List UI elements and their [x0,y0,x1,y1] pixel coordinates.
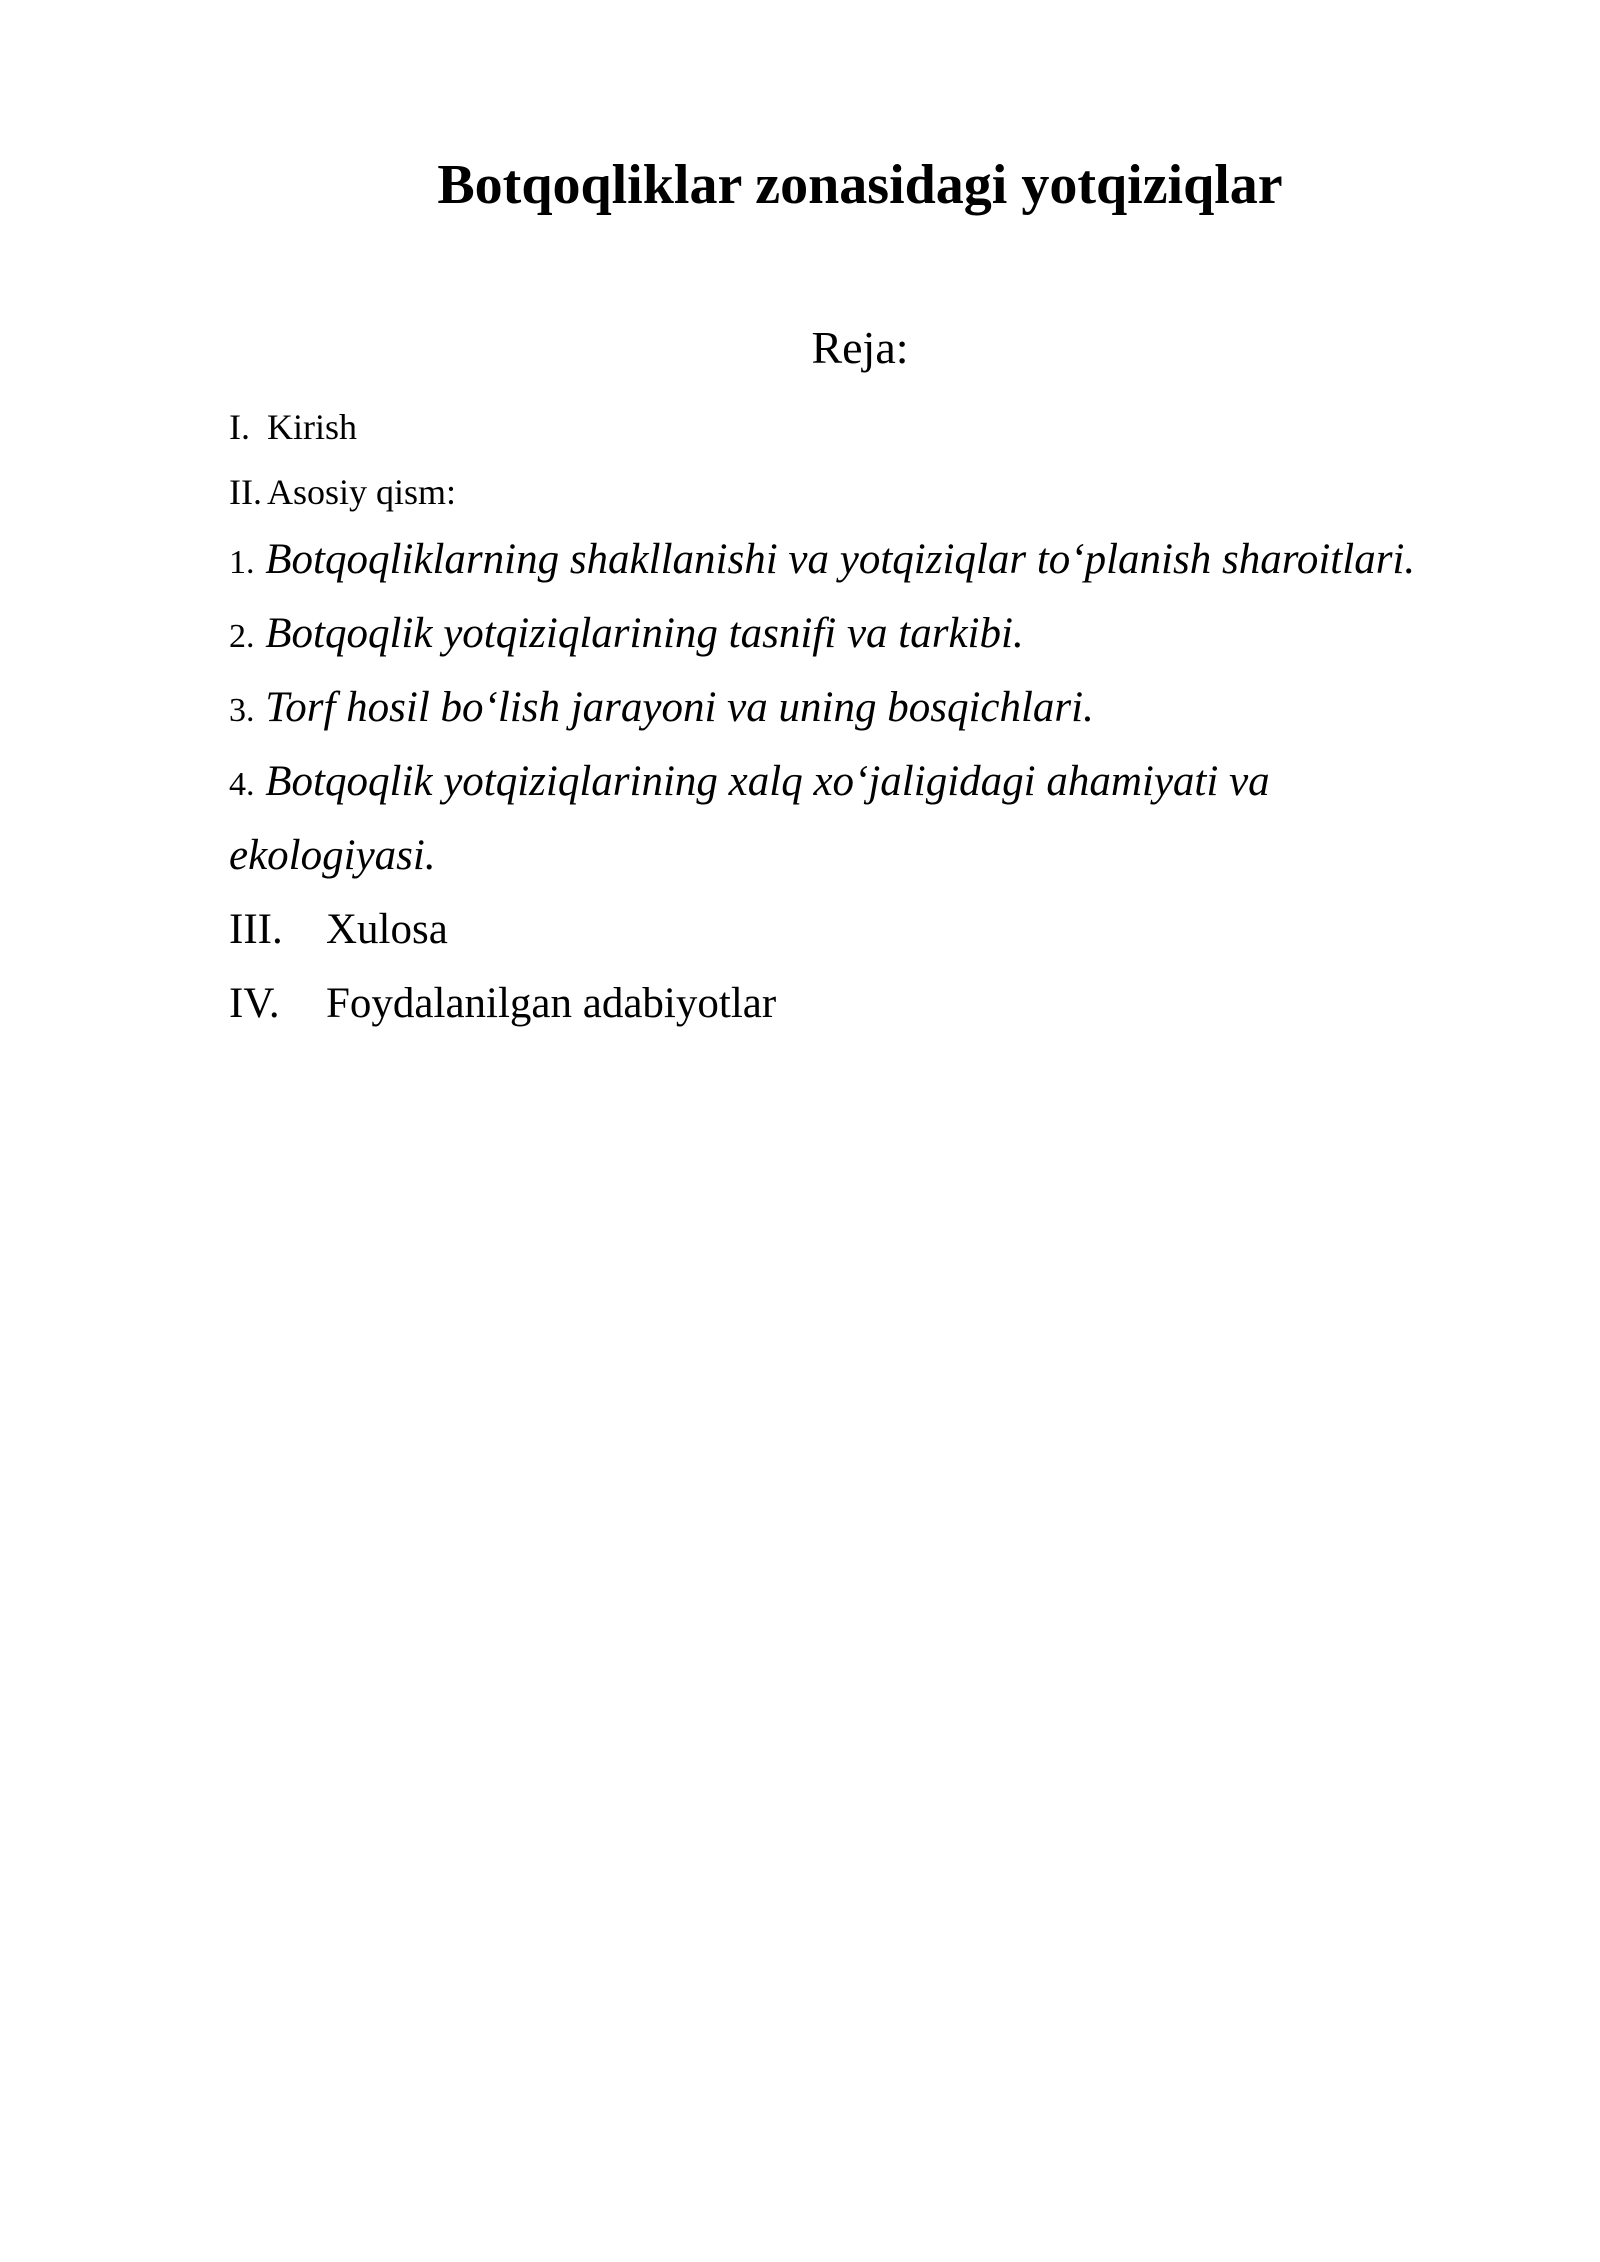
plan-heading: Reja: [811,322,909,373]
subsection-text: Botqoqliklarning shakllanishi va yotqiziqlar to‘planish sharoitlari. [265,536,1416,583]
subsection-item-4-continuation [229,829,436,883]
subsection-item-3 [229,681,1094,738]
outline-item-references [229,977,776,1031]
subsection-item-1 [229,533,1415,590]
subsection-number: 3. [229,692,255,729]
subsection-item-4 [229,755,1270,812]
subsection-text-continuation: ekologiyasi. [229,832,436,879]
subsection-text: Botqoqlik yotqiziqlarining xalq xo‘jaligidagi ahamiyati va [265,758,1270,805]
outline-numeral: III. [229,906,283,953]
outline-text: Kirish [267,407,357,447]
outline-text: Foydalanilgan adabiyotlar [326,980,777,1027]
subsection-text: Torf hosil bo‘lish jarayoni va uning bosqichlari. [265,684,1094,731]
outline-item-introduction [229,405,357,449]
outline-text: Asosiy qism: [267,472,457,512]
subsection-text: Botqoqlik yotqiziqlarining tasnifi va tarkibi. [265,610,1024,657]
subsection-number: 2. [229,618,255,655]
subsection-number: 4. [229,766,255,803]
subsection-item-2 [229,607,1024,664]
outline-item-conclusion [229,903,448,957]
outline-text: Xulosa [326,906,448,953]
outline-numeral: II. [229,472,262,512]
outline-item-main-part [229,470,456,514]
outline-numeral: IV. [229,980,280,1027]
outline-numeral: I. [229,407,250,447]
document-title: Botqoqliklar zonasidagi yotqiziqlar [437,154,1283,216]
subsection-number: 1. [229,544,255,581]
